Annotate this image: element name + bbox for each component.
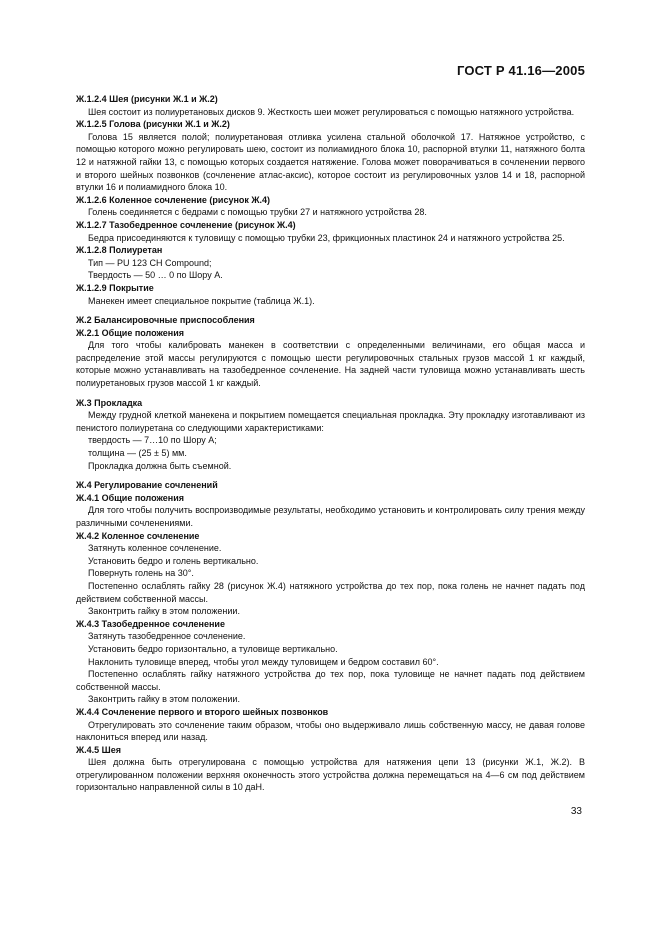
- paragraph: Законтрить гайку в этом положении.: [88, 606, 240, 617]
- page-number: 33: [570, 806, 582, 817]
- paragraph: Установить бедро горизонтально, а туловище вертикально.: [88, 643, 338, 654]
- subsection-heading: Ж.4.3 Тазобедренное сочленение: [76, 618, 225, 629]
- paragraph: Наклонить туловище вперед, чтобы угол между туловищем и бедром составил 60°.: [88, 656, 439, 667]
- paragraph: Повернуть голень на 30°.: [88, 568, 194, 579]
- paragraph: Постепенно ослаблять гайку 28 (рисунок Ж.4) натяжного устройства до тех пор, пока голень не начнет падать под действием собственной массы.: [76, 580, 585, 604]
- document-body: [76, 93, 585, 794]
- paragraph: Манекен имеет специальное покрытие (таблица Ж.1).: [88, 295, 315, 306]
- paragraph: Твердость — 50 … 0 по Шору А.: [88, 270, 223, 281]
- paragraph: Установить бедро и голень вертикально.: [88, 555, 259, 566]
- subsection-heading: Ж.4.1 Общие положения: [76, 492, 185, 503]
- document-header: ГОСТ Р 41.16—2005: [456, 63, 585, 78]
- section-heading: Ж.2 Балансировочные приспособления: [76, 315, 255, 326]
- subsection-heading: Ж.1.2.9 Покрытие: [76, 282, 154, 293]
- paragraph: Голова 15 является полой; полиуретановая отливка усилена стальной оболочкой 17. Натяжное устройство, с помощью которого можно регулировать шею, состоит из полиамидного блока 10, распорной втулки 11, натяжного болта 12 и натяжной гайки 13, с помощью которых создается натяжение. Голова может поворачиваться в сочленении первого и второго шейных позвонков (сочленение атлас-аксис), которое состоит из регулировочных узлов 14 и 18, распорной втулки 16 и полиамидного блока 10.: [76, 131, 585, 193]
- paragraph: Затянуть тазобедренное сочленение.: [88, 631, 246, 642]
- subsection-heading: Ж.1.2.8 Полиуретан: [76, 245, 163, 256]
- paragraph: Отрегулировать это сочленение таким образом, чтобы оно выдерживало лишь собственную массу, не давая голове наклониться вперед или назад.: [76, 719, 585, 743]
- subsection-heading: Ж.1.2.6 Коленное сочленение (рисунок Ж.4): [76, 194, 271, 205]
- subsection-heading: Ж.4.4 Сочленение первого и второго шейных позвонков: [76, 706, 329, 717]
- subsection-heading: Ж.1.2.5 Голова (рисунки Ж.1 и Ж.2): [76, 119, 230, 130]
- subsection-heading: Ж.1.2.7 Тазобедренное сочленение (рисунок Ж.4): [76, 219, 296, 230]
- subsection-heading: Ж.2.1 Общие положения: [76, 327, 185, 338]
- subsection-heading: Ж.1.2.4 Шея (рисунки Ж.1 и Ж.2): [76, 94, 218, 104]
- section-heading: Ж.4 Регулирование сочленений: [76, 480, 218, 491]
- paragraph: Голень соединяется с бедрами с помощью трубки 27 и натяжного устройства 28.: [88, 207, 427, 218]
- paragraph: Для того чтобы калибровать манекен в соответствии с определенными величинами, его общая масса и распределение этой массы регулируются с помощью шести регулировочных стальных грузов массой 1 кг каждый, которые можно устанавливать на тазобедренное сочленение. На задней части туловища можно устанавливать шесть полиуретановых грузов массой 1 кг каждый.: [76, 340, 585, 389]
- subsection-heading: Ж.4.5 Шея: [76, 744, 121, 755]
- paragraph: Прокладка должна быть съемной.: [88, 460, 232, 471]
- subsection-heading: Ж.4.2 Коленное сочленение: [76, 530, 200, 541]
- paragraph: твердость — 7…10 по Шору А;: [88, 435, 217, 446]
- paragraph: Для того чтобы получить воспроизводимые результаты, необходимо установить и контролировать силу трения между различными сочленениями.: [76, 505, 585, 528]
- paragraph: Постепенно ослаблять гайку натяжного устройства до тех пор, пока туловище не начнет падать под действием собственной массы.: [76, 669, 585, 692]
- paragraph: Тип — PU 123 CH Compound;: [88, 257, 212, 268]
- paragraph: Бедра присоединяются к туловищу с помощью трубки 23, фрикционных пластинок 24 и натяжного устройства 25.: [88, 232, 565, 243]
- paragraph: Законтрить гайку в этом положении.: [88, 694, 240, 705]
- section-heading: Ж.3 Прокладка: [76, 397, 143, 408]
- paragraph: Шея состоит из полиуретановых дисков 9. Жесткость шеи может регулироваться с помощью натяжного устройства.: [88, 106, 575, 117]
- paragraph: толщина — (25 ± 5) мм.: [88, 448, 187, 459]
- paragraph: Затянуть коленное сочленение.: [88, 543, 222, 554]
- paragraph: Шея должна быть отрегулирована с помощью устройства для натяжения цепи 13 (рисунки Ж.1, Ж.2). В отрегулированном положении верхняя оконечность этого устройства должна перемещаться на 4—6 см под действием горизонтально направленной силы в 10 даН.: [76, 757, 585, 793]
- paragraph: Между грудной клеткой манекена и покрытием помещается специальная прокладка. Эту прокладку изготавливают из пенистого полиуретана со следующими характеристиками:: [76, 410, 585, 433]
